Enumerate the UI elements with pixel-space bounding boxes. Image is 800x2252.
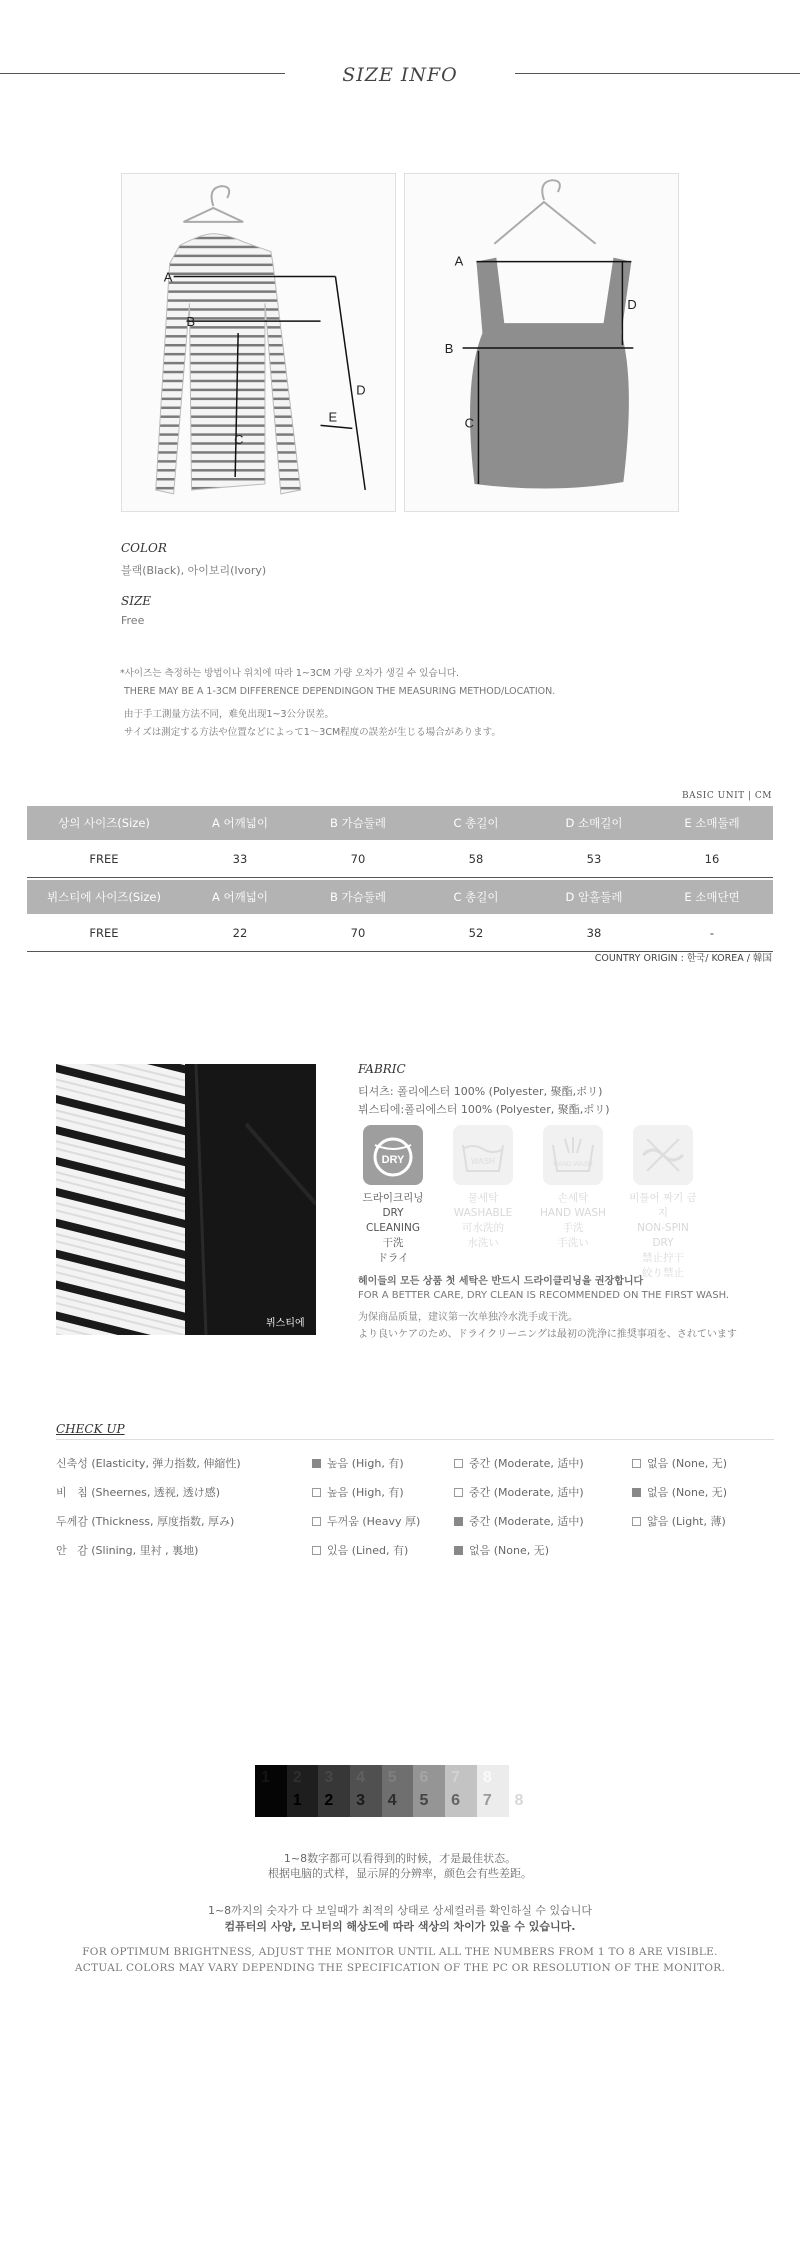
table-cell: 58 (468, 851, 484, 866)
care-caption: HAND WASH (540, 1207, 606, 1219)
table-header-cell: D 암홀둘레 (565, 890, 623, 904)
wash-symbol: WASH (471, 1157, 495, 1166)
grayscale-number: 8 (482, 1769, 492, 1786)
size-table (27, 806, 773, 952)
checkbox (312, 1488, 321, 1497)
note-cn: 由于手工測量方法不同，难免出现1~3公分误差。 (124, 709, 335, 720)
grayscale-number: 6 (419, 1769, 429, 1786)
grayscale-number: 7 (482, 1792, 492, 1809)
tshirt-measure-image (121, 173, 396, 512)
calibration-kr-2: 컴퓨터의 사양, 모니터의 해상도에 따라 색상의 차이가 있을 수 있습니다. (224, 1920, 576, 1933)
checkup-row-elasticity (56, 1455, 776, 1475)
table-cell: 52 (468, 925, 484, 940)
care-caption: 水洗い (467, 1237, 499, 1249)
country-origin: COUNTRY ORIGIN : 한국/ KOREA / 韓国 (594, 953, 772, 964)
checkbox (312, 1517, 321, 1526)
checkup-option: 높음 (High, 有) (312, 1455, 404, 1471)
checkup-option: 중간 (Moderate, 适中) (454, 1455, 584, 1471)
table-cell: 70 (350, 851, 366, 866)
calibration-cn-2: 根据电脑的式样，显示屏的分辨率，颜色会有些差距。 (268, 1867, 532, 1880)
bustier-label-c: C (464, 415, 474, 431)
hand-wash-icon (543, 1125, 603, 1185)
grayscale-number: 1 (261, 1769, 270, 1786)
table-header-cell: B 가슴둘레 (330, 890, 386, 904)
calibration-en-1: FOR OPTIMUM BRIGHTNESS, ADJUST THE MONITOR UNTIL ALL THE NUMBERS FROM 1 TO 8 ARE VISIBLE. (82, 1946, 718, 1958)
table-cell: 53 (586, 851, 602, 866)
grayscale-number: 8 (514, 1792, 524, 1809)
checkup-row-thickness (56, 1513, 776, 1533)
fabric-note-en: FOR A BETTER CARE, DRY CLEAN IS RECOMMENDED ON THE FIRST WASH. (358, 1290, 730, 1301)
measure-label-b: B (186, 314, 196, 330)
checkbox (454, 1459, 463, 1468)
hand-wash-symbol: HAND WASH (553, 1161, 593, 1168)
grayscale-cell (477, 1765, 509, 1817)
grayscale-number: 3 (356, 1792, 365, 1809)
size-heading: SIZE (121, 594, 152, 608)
checkup-option: 높음 (High, 有) (312, 1484, 404, 1500)
checkup-label: 비 침 (Sheernes, 透视, 透け感) (56, 1486, 221, 1499)
care-caption: 干洗 (382, 1237, 404, 1249)
care-caption: 手洗 (562, 1222, 584, 1234)
checkbox-checked (454, 1517, 463, 1526)
basic-unit: BASIC UNIT | CM (682, 791, 772, 801)
grayscale-cell (445, 1765, 477, 1817)
grayscale-number: 3 (324, 1769, 334, 1786)
checkup-label: 두께감 (Thickness, 厚度指数, 厚み) (56, 1515, 235, 1528)
checkup-divider (56, 1439, 774, 1440)
care-caption: NON-SPIN DRY (637, 1222, 689, 1249)
care-no-spin (628, 1125, 698, 1281)
grayscale-cell (382, 1765, 414, 1817)
table-header-row (27, 806, 773, 840)
fabric-note-cn: 为保商品质量，建议第一次单独冷水洗手或干洗。 (358, 1312, 578, 1323)
note-en: THERE MAY BE A 1-3CM DIFFERENCE DEPENDINGON THE MEASURING METHOD/LOCATION. (124, 686, 556, 697)
checkup-heading: CHECK UP (56, 1422, 125, 1436)
care-hand-wash (538, 1125, 608, 1251)
grayscale-number: 5 (419, 1792, 429, 1809)
color-value: 블랙(Black), 아이보리(Ivory) (121, 564, 267, 577)
table-cell: 70 (350, 925, 366, 940)
table-cell: 38 (586, 925, 602, 940)
table-header-cell: B 가슴둘레 (330, 816, 386, 830)
fabric-note-kr: 헤이들의 모든 상품 첫 세탁은 반드시 드라이클리닝을 권장합니다 (358, 1276, 644, 1287)
table-cell: 22 (232, 925, 248, 940)
checkup-option: 없음 (None, 无) (454, 1542, 549, 1558)
grayscale-number: 6 (451, 1792, 461, 1809)
table-header-cell: E 소매둘레 (684, 816, 740, 830)
grayscale-number: 2 (324, 1792, 334, 1809)
care-caption: 絞り禁止 (642, 1267, 684, 1279)
note-jp: サイズは測定する方法や位置などによって1～3CM程度の誤差が生じる場合があります。 (124, 727, 501, 738)
calibration-en-2: ACTUAL COLORS MAY VARY DEPENDING THE SPECIFICATION OF THE PC OR RESOLUTION OF THE MONITOR. (74, 1962, 726, 1974)
table-header-cell: A 어깨넓이 (212, 816, 268, 830)
table-header-cell: A 어깨넓이 (212, 890, 268, 904)
table-header-row (27, 880, 773, 914)
grayscale-calibration-bar (255, 1765, 541, 1817)
header-rule-right (515, 73, 800, 74)
care-caption: 禁止拧干 (642, 1252, 684, 1264)
checkbox-checked (632, 1488, 641, 1497)
grayscale-number: 5 (387, 1769, 397, 1786)
checkup-option: 있음 (Lined, 有) (312, 1542, 408, 1558)
table-header-cell: C 총길이 (453, 816, 499, 830)
table-row (27, 914, 773, 952)
no-tumble-dry-icon (633, 1125, 693, 1185)
dry-clean-icon (363, 1125, 423, 1185)
care-caption: DRY CLEANING (366, 1207, 420, 1234)
fabric-swatch-label: 뷔스티에 (266, 1318, 305, 1329)
calibration-kr-1: 1~8까지의 숫자가 다 보일때가 최적의 상태로 상세컬러를 확인하실 수 있습니다 (207, 1904, 593, 1917)
wash-icon (453, 1125, 513, 1185)
size-value: Free (121, 614, 145, 627)
checkup-row-sheerness (56, 1484, 776, 1504)
grayscale-number: 2 (292, 1769, 302, 1786)
care-caption: ドライ (377, 1252, 409, 1264)
checkup-option: 없음 (None, 无) (632, 1484, 727, 1500)
checkup-option: 없음 (None, 无) (632, 1455, 727, 1471)
checkbox-checked (454, 1546, 463, 1555)
grayscale-number: 1 (292, 1792, 302, 1809)
bustier-label-d: D (627, 297, 637, 313)
checkup-option: 중간 (Moderate, 适中) (454, 1484, 584, 1500)
care-caption: 물세탁 (467, 1192, 499, 1204)
care-caption: 비틀어 짜기 금지 (629, 1192, 697, 1219)
grayscale-number: 7 (451, 1769, 461, 1786)
grayscale-cell (350, 1765, 382, 1817)
checkbox (312, 1546, 321, 1555)
table-header-cell: C 총길이 (453, 890, 499, 904)
fabric-swatch-image (56, 1064, 316, 1335)
care-dry-clean (358, 1125, 428, 1266)
grayscale-cell (318, 1765, 350, 1817)
table-cell: - (709, 925, 715, 940)
table-row (27, 840, 773, 878)
page-title: SIZE INFO (342, 64, 458, 86)
checkup-label: 신축성 (Elasticity, 弹力指数, 伸縮性) (56, 1457, 241, 1470)
dry-clean-symbol: DRY (381, 1154, 405, 1166)
bustier-label-a: A (454, 253, 464, 269)
checkbox (632, 1517, 641, 1526)
checkup-option: 중간 (Moderate, 适中) (454, 1513, 584, 1529)
grayscale-cell (255, 1765, 287, 1817)
checkbox (454, 1488, 463, 1497)
fabric-line-bustier: 뷔스티에:폴리에스터 100% (Polyester, 聚酯,ポリ) (358, 1103, 610, 1116)
care-wash (448, 1125, 518, 1251)
care-caption: 可水洗的 (462, 1222, 504, 1234)
bustier-measure-image (404, 173, 679, 512)
table-header-cell: 상의 사이즈(Size) (58, 816, 150, 830)
care-caption: 드라이크리닝 (362, 1192, 424, 1204)
checkbox (632, 1459, 641, 1468)
table-cell: FREE (89, 851, 119, 866)
checkup-row-lining (56, 1542, 776, 1562)
measure-label-d: D (356, 382, 366, 398)
table-header-cell: 뷔스티에 사이즈(Size) (47, 890, 161, 904)
bustier-label-b: B (444, 340, 454, 356)
care-caption: WASHABLE (453, 1207, 513, 1219)
grayscale-cell (413, 1765, 445, 1817)
checkup-label: 안 감 (Slining, 里衬 , 裏地) (56, 1544, 199, 1557)
grayscale-number: 4 (387, 1792, 397, 1809)
grayscale-number: 4 (356, 1769, 365, 1786)
fabric-heading: FABRIC (358, 1062, 406, 1076)
care-caption: 손세탁 (557, 1192, 589, 1204)
table-header-cell: E 소매단면 (684, 890, 740, 904)
measure-label-a: A (163, 269, 173, 285)
calibration-cn-1: 1~8数字都可以看得到的时候，才是最佳状态。 (283, 1852, 517, 1865)
note-kr: *사이즈는 측정하는 방법이나 위치에 따라 1~3CM 가량 오차가 생길 수 있습니다. (120, 668, 459, 679)
checkup-option: 두꺼움 (Heavy 厚) (312, 1513, 420, 1529)
grayscale-cell (509, 1765, 541, 1817)
fabric-note-jp: より良いケアのため、ドライクリーニングは最初の洗浄に推奨事項を、されています (358, 1329, 737, 1340)
color-heading: COLOR (121, 541, 167, 555)
checkbox-checked (312, 1459, 321, 1468)
grayscale-cell (287, 1765, 319, 1817)
care-caption: 手洗い (557, 1237, 589, 1249)
checkup-option: 얇음 (Light, 薄) (632, 1513, 726, 1529)
fabric-line-tshirt: 티셔츠: 폴리에스터 100% (Polyester, 聚酯,ポリ) (358, 1085, 603, 1098)
measure-label-e: E (328, 409, 338, 425)
table-cell: 33 (232, 851, 248, 866)
table-cell: FREE (89, 925, 119, 940)
table-header-cell: D 소매길이 (565, 816, 623, 830)
measure-label-c: C (234, 432, 244, 448)
table-cell: 16 (704, 851, 720, 866)
